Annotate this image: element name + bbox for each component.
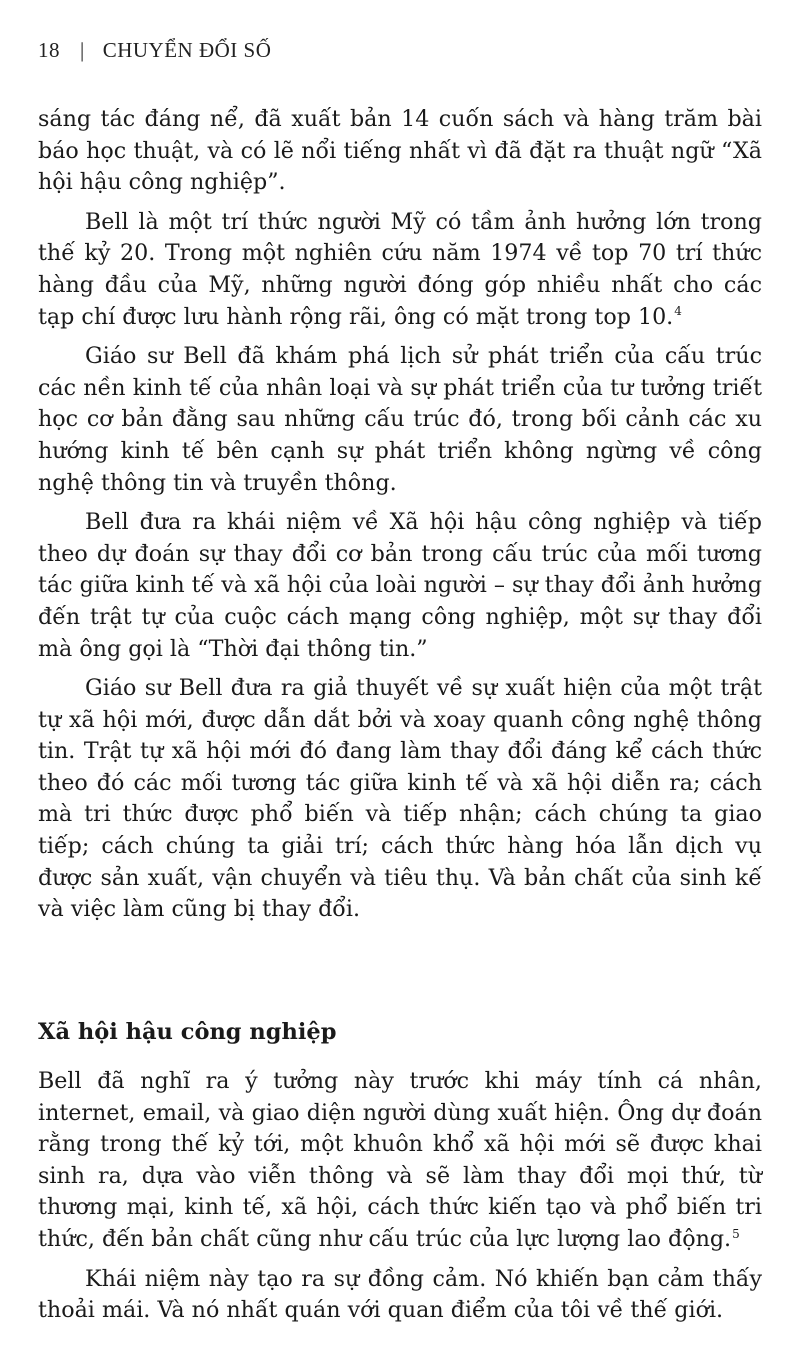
header-separator: | [80,38,85,62]
page-number: 18 [38,38,60,62]
section-body-text [38,1066,762,1335]
paragraph: Khái niệm này tạo ra sự đồng cảm. Nó khiến bạn cảm thấy thoải mái. Và nó nhất quán với quan điểm của tôi về thế giới. [38,1265,762,1324]
body-text [38,104,762,934]
paragraph: Bell là một trí thức người Mỹ có tầm ảnh hưởng lớn trong thế kỷ 20. Trong một nghiên cứu năm 1974 về top 70 trí thức hàng đầu của Mỹ, những người đóng góp nhiều nhất cho các tạp chí được lưu hành rộng rãi, ông có mặt trong top 10.$^4$ [38,208,762,330]
paragraph: Bell đã nghĩ ra ý tưởng này trước khi máy tính cá nhân, internet, email, và giao diện người dùng xuất hiện. Ông dự đoán rằng trong thế kỷ tới, một khuôn khổ xã hội mới sẽ được khai sinh ra, dựa vào viễn thông và sẽ làm thay đổi mọi thứ, từ thương mại, kinh tế, xã hội, cách thức kiến tạo và phổ biến tri thức, đến bản chất cũng như cấu trúc của lực lượng lao động.$^5$ [38,1068,762,1252]
running-header [38,38,271,63]
footnote-marker: 5 [732,1226,740,1241]
paragraph: Bell đưa ra khái niệm về Xã hội hậu công nghiệp và tiếp theo dự đoán sự thay đổi cơ bản trong cấu trúc của mối tương tác giữa kinh tế và xã hội của loài người – sự thay đổi ảnh hưởng đến trật tự của cuộc cách mạng công nghiệp, một sự thay đổi mà ông gọi là “Thời đại thông tin.” [38,509,762,662]
section-heading: Xã hội hậu công nghiệp [38,1019,337,1045]
footnote-marker: 4 [674,304,682,319]
book-title: CHUYỂN ĐỔI SỐ [102,38,272,62]
paragraph-continued: sáng tác đáng nể, đã xuất bản 14 cuốn sách và hàng trăm bài báo học thuật, và có lẽ nổi tiếng nhất vì đã đặt ra thuật ngữ “Xã hội hậu công nghiệp”. [38,106,762,196]
paragraph: Giáo sư Bell đưa ra giả thuyết về sự xuất hiện của một trật tự xã hội mới, được dẫn dắt bởi và xoay quanh công nghệ thông tin. Trật tự xã hội mới đó đang làm thay đổi đáng kể cách thức theo đó các mối tương tác giữa kinh tế và xã hội diễn ra; cách mà tri thức được phổ biến và tiếp nhận; cách chúng ta giao tiếp; cách chúng ta giải trí; cách thức hàng hóa lẫn dịch vụ được sản xuất, vận chuyển và tiêu thụ. Và bản chất của sinh kế và việc làm cũng bị thay đổi. [38,675,762,923]
paragraph: Giáo sư Bell đã khám phá lịch sử phát triển của cấu trúc các nền kinh tế của nhân loại và sự phát triển của tư tưởng triết học cơ bản đằng sau những cấu trúc đó, trong bối cảnh các xu hướng kinh tế bên cạnh sự phát triển không ngừng về công nghệ thông tin và truyền thông. [38,343,762,496]
